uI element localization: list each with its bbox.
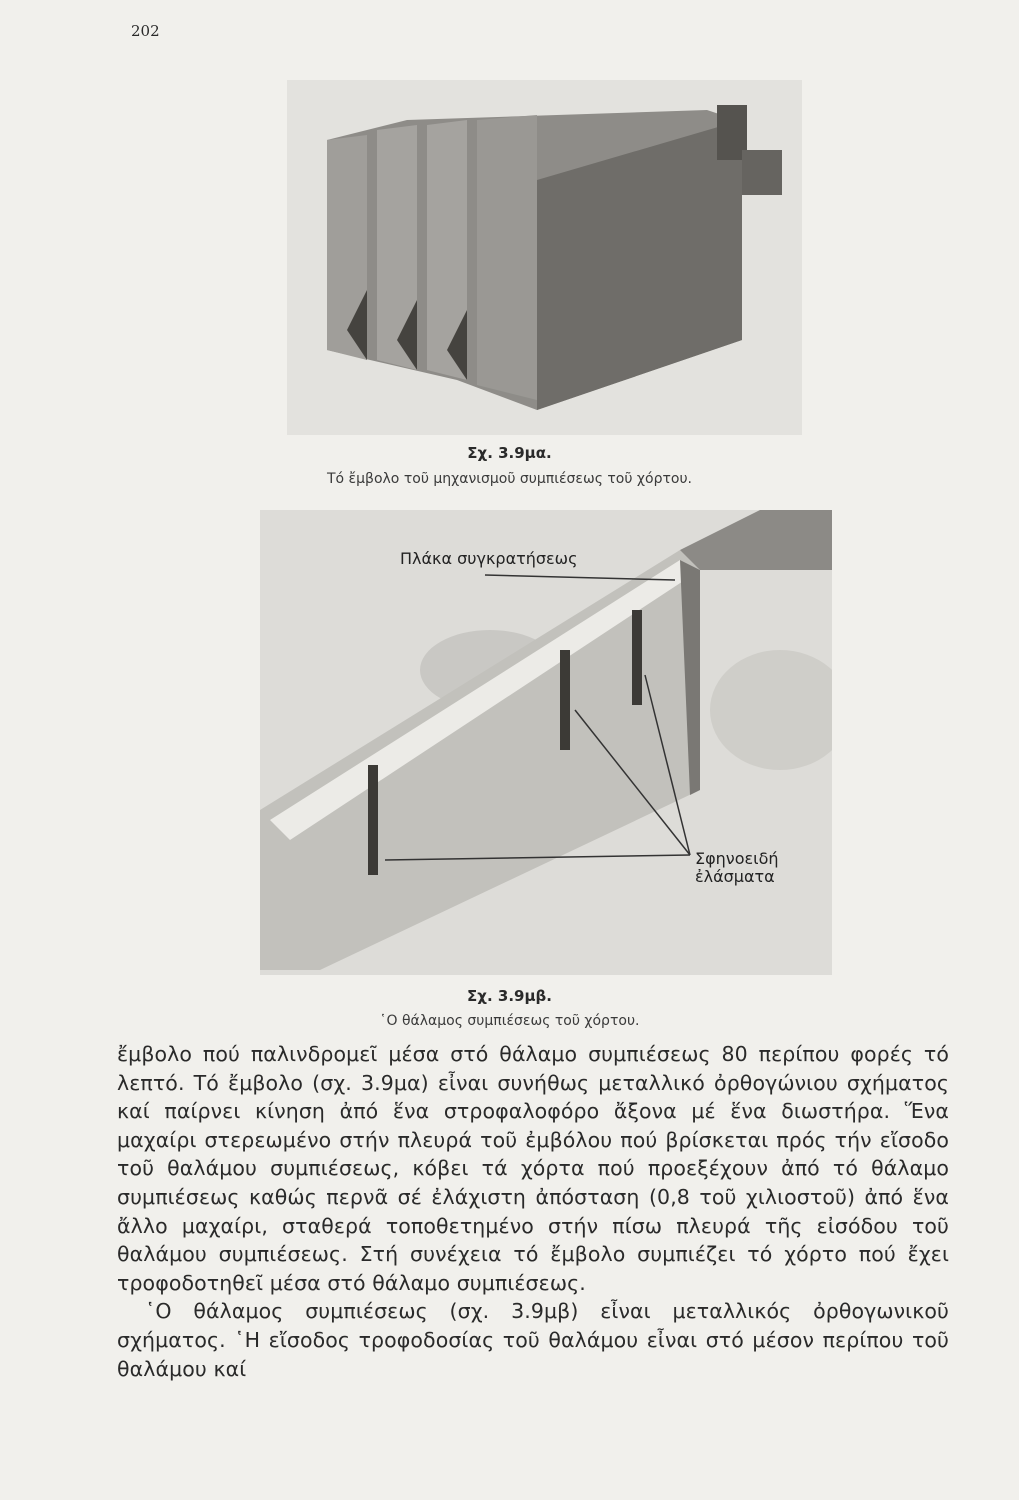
label-retaining-plate: Πλάκα συγκρατήσεως bbox=[400, 549, 578, 568]
piston-photo-illustration bbox=[287, 80, 802, 435]
figure-1-number: Σχ. 3.9μα. bbox=[467, 444, 552, 462]
body-text bbox=[117, 1040, 949, 1383]
paragraph: ἔμβολο πού παλινδρομεῖ μέσα στό θάλαμο συμπιέσεως 80 περίπου φορές τό λεπτό. Τό ἔμβολο (σχ. 3.9μα) εἶναι συνήθως μεταλλικό ὀρθογώνιου σχήματος καί παίρνει κίνηση ἀπό ἕνα στροφαλοφόρο ἄξονα μέ ἕνα διωστήρα. Ἕνα μαχαίρι στερεωμένο στήν πλευρά τοῦ ἐμβόλου πού βρίσκεται πρός τήν εἴσοδο τοῦ θαλάμου συμπιέσεως, κόβει τά χόρτα πού προεξέχουν ἀπό τό θάλαμο συμπιέσεως καθώς περνᾶ σέ ἐλάχιστη ἀπόσταση (0,8 τοῦ χιλιοστοῦ) ἀπό ἕνα ἄλλο μαχαίρι, σταθερά τοποθετημένο στήν πίσω πλευρά τῆς εἰσόδου τοῦ θαλάμου συμπιέσεως. Στή συνέχεια τό ἔμβολο συμπιέζει τό χόρτο πού ἔχει τροφοδοτηθεῖ μέσα στό θάλαμο συμπιέσεως. bbox=[117, 1042, 949, 1295]
figure-2-number: Σχ. 3.9μβ. bbox=[467, 987, 552, 1005]
chamber-photo-illustration bbox=[260, 510, 832, 975]
page-number: 202 bbox=[131, 22, 160, 40]
figure-photo-piston bbox=[287, 80, 802, 435]
paragraph: ῾Ο θάλαμος συμπιέσεως (σχ. 3.9μβ) εἶναι μεταλλικός ὀρθογωνικοῦ σχήματος. ῾Η εἴσοδος τροφοδοσίας τοῦ θαλάμου εἶναι στό μέσον περίπου τοῦ θαλάμου καί bbox=[117, 1299, 949, 1381]
figure-1-caption: Τό ἔμβολο τοῦ μηχανισμοῦ συμπιέσεως τοῦ χόρτου. bbox=[326, 471, 692, 487]
figure-2-caption: ῾Ο θάλαμος συμπιέσεως τοῦ χόρτου. bbox=[379, 1013, 640, 1029]
figure-photo-chamber bbox=[260, 510, 832, 975]
label-wedge-plates: Σφηνοειδή ἐλάσματα bbox=[695, 849, 779, 886]
